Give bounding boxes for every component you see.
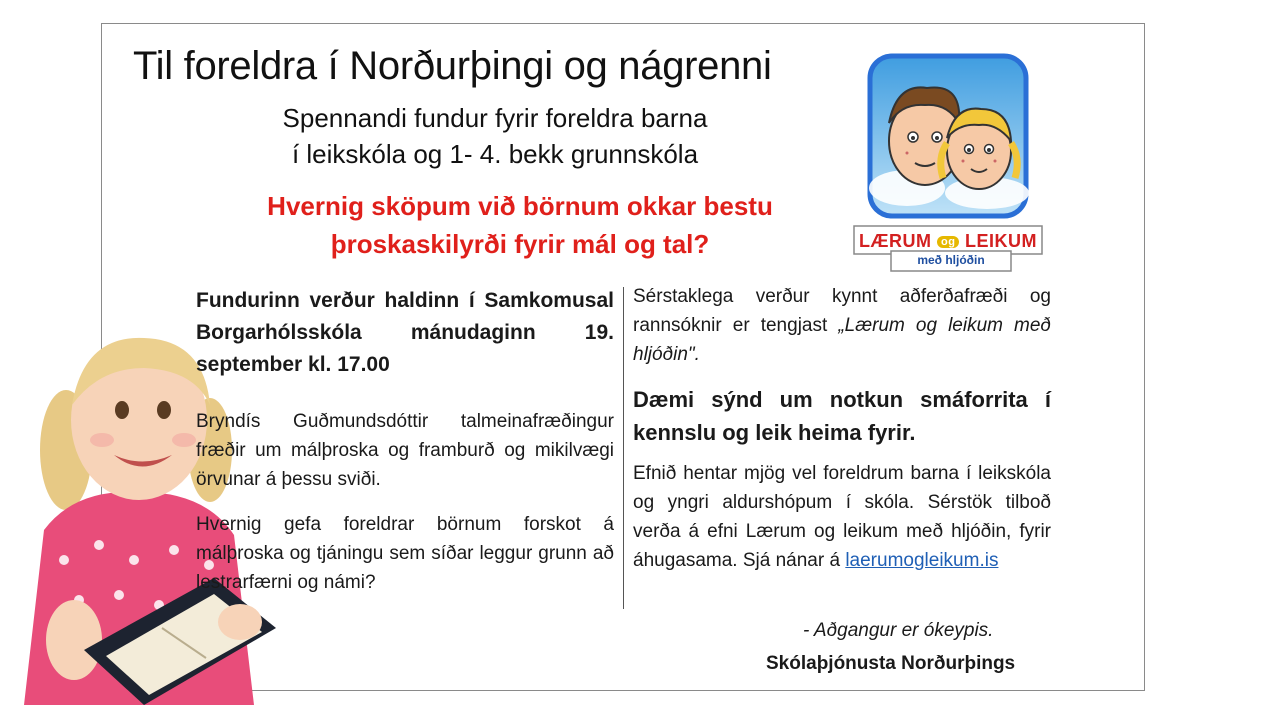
- organizer-signature: Skólaþjónusta Norðurþings: [766, 653, 1016, 674]
- column-divider: [623, 287, 624, 609]
- audience-text: Efnið hentar mjög vel foreldrum barna í leikskóla og yngri aldurshópum í skóla. Sérstök tilboð verða á efni Lærum og leikum með hljóðin, fyrir áhugasama. Sjá nánar á: [633, 463, 1051, 571]
- question-line-1: Hvernig sköpum við börnum okkar bestu: [267, 191, 773, 221]
- kids-logo-icon: [867, 53, 1029, 219]
- method-intro-text: Sérstaklega verður kynnt aðferðafræði og rannsóknir er tengjast: [633, 286, 1051, 336]
- method-intro: [633, 282, 1051, 369]
- method-intro-title: „Lærum og leikum með hljóðin".: [633, 315, 1052, 365]
- left-column: [196, 285, 614, 597]
- meeting-info: Fundurinn verður haldinn í Samkomusal Borgarhólsskóla mánudaginn 19. september kl. 17.00: [196, 289, 614, 376]
- website-link[interactable]: laerumogleikum.is: [845, 550, 999, 571]
- logo-word-2: LEIKUM: [964, 231, 1037, 251]
- logo-word-1: LÆRUM: [859, 231, 932, 251]
- subtitle-line-2: í leikskóla og 1- 4. bekk grunnskóla: [291, 139, 699, 169]
- right-column: [633, 282, 1051, 575]
- parent-question: Hvernig gefa foreldrar börnum forskot á málþroska og tjáningu sem síðar leggur grunn að lestrarfærni og námi?: [196, 514, 614, 593]
- audience-info: [633, 459, 1051, 575]
- flyer-title: Til foreldra í Norðurþingi og nágrenni: [133, 44, 772, 88]
- subtitle-line-1: Spennandi fundur fyrir foreldra barna: [282, 103, 708, 133]
- free-access-note: - Aðgangur er ókeypis.: [803, 620, 994, 641]
- flyer-subtitle: [200, 100, 790, 172]
- headline-question: [200, 187, 840, 263]
- question-line-2: þroskaskilyrði fyrir mál og tal?: [330, 229, 710, 259]
- app-demo-info: Dæmi sýnd um notkun smáforrita í kennslu og leik heima fyrir.: [633, 387, 1051, 445]
- logo-subtitle: með hljóðin: [917, 253, 985, 267]
- logo-word-og: og: [937, 236, 959, 248]
- speaker-info: Bryndís Guðmundsdóttir talmeinafræðingur fræðir um málþroska og framburð og mikilvægi örvunar á þessu sviði.: [196, 411, 614, 490]
- logo-banner-text: [853, 231, 1043, 252]
